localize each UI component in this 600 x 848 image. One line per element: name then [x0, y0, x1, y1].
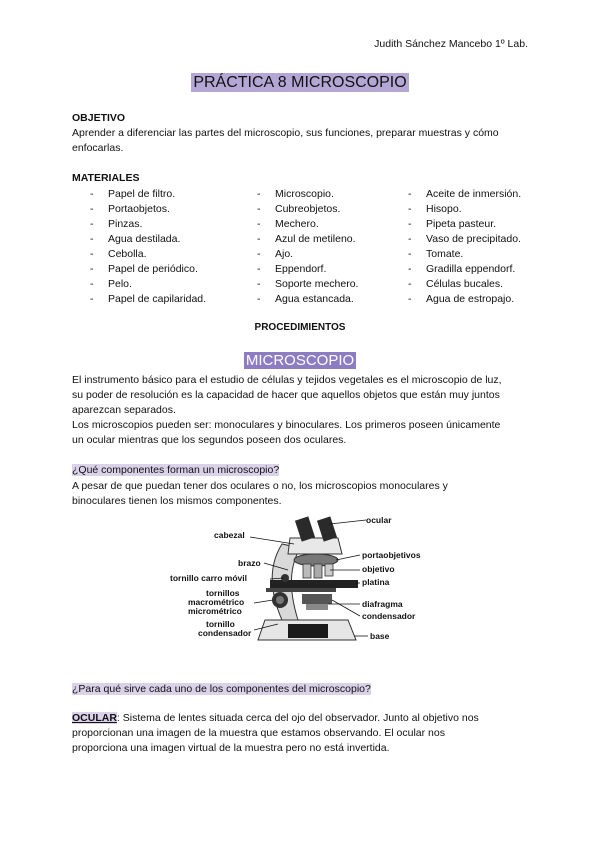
question-1: ¿Qué componentes forman un microscopio?	[72, 464, 280, 476]
list-dash: -	[90, 188, 94, 200]
page-title: PRÁCTICA 8 MICROSCOPIO	[193, 74, 407, 91]
label-condensador-left: condensador	[198, 628, 252, 638]
objective-shape	[303, 564, 311, 578]
intro-line: El instrumento básico para el estudio de células y tejidos vegetales es el microscopio de luz,	[72, 374, 502, 386]
material-label: Papel de periódico.	[108, 263, 198, 275]
objective-shape	[314, 564, 322, 578]
material-label: Ajo.	[275, 248, 294, 260]
objetivo-heading: OBJETIVO	[72, 112, 126, 124]
material-item	[90, 232, 206, 247]
list-dash: -	[257, 263, 261, 275]
list-dash: -	[257, 218, 261, 230]
list-dash: -	[90, 248, 94, 260]
objetivo-line-1: Aprender a diferenciar las partes del microscopio, sus funciones, preparar muestras y cómo	[72, 127, 499, 139]
list-dash: -	[90, 263, 94, 275]
material-label: Agua destilada.	[108, 233, 181, 245]
material-item	[90, 217, 206, 232]
list-dash: -	[408, 188, 412, 200]
label-base: base	[370, 631, 390, 641]
material-item	[90, 187, 206, 202]
materiales-heading: MATERIALES	[72, 172, 140, 184]
material-label: Cebolla.	[108, 248, 147, 260]
material-item	[408, 247, 521, 262]
material-item	[257, 202, 358, 217]
label-tornillo-carro: tornillo carro móvil	[170, 573, 247, 583]
ocular-term: OCULAR	[72, 712, 117, 724]
material-label: Pinzas.	[108, 218, 143, 230]
list-dash: -	[90, 278, 94, 290]
material-item	[90, 247, 206, 262]
label-brazo: brazo	[238, 558, 261, 568]
list-dash: -	[408, 203, 412, 215]
list-dash: -	[257, 188, 261, 200]
material-label: Mechero.	[275, 218, 319, 230]
ocular-line-1: : Sistema de lentes situada cerca del ojo del observador. Junto al objetivo nos	[116, 712, 479, 724]
label-diafragma: diafragma	[362, 599, 403, 609]
material-label: Pipeta pasteur.	[426, 218, 497, 230]
material-item	[90, 262, 206, 277]
list-dash: -	[408, 233, 412, 245]
material-item	[408, 292, 521, 307]
material-item	[257, 292, 358, 307]
list-dash: -	[257, 248, 261, 260]
list-dash: -	[90, 293, 94, 305]
answer-line: A pesar de que puedan tener dos oculares o no, los microscopios monoculares y	[72, 480, 448, 492]
diaphragm-shape	[306, 604, 328, 610]
stage-support	[266, 588, 336, 592]
list-dash: -	[257, 233, 261, 245]
material-item	[408, 277, 521, 292]
intro-line: Los microscopios pueden ser: monoculares y binoculares. Los primeros poseen únicamente	[72, 419, 501, 431]
list-dash: -	[257, 278, 261, 290]
materiales-col-1	[90, 187, 206, 307]
label-objetivo: objetivo	[362, 564, 395, 574]
intro-line: un ocular mientras que los segundos poseen dos oculares.	[72, 434, 347, 446]
material-label: Cubreobjetos.	[275, 203, 341, 215]
intro-line: aparezcan separados.	[72, 404, 176, 416]
label-ocular: ocular	[366, 515, 392, 525]
material-label: Portaobjetos.	[108, 203, 170, 215]
list-dash: -	[90, 203, 94, 215]
list-dash: -	[408, 293, 412, 305]
material-label: Tomate.	[426, 248, 464, 260]
label-tornillos: tornillos	[206, 588, 240, 598]
objetivo-line-2: enfocarlas.	[72, 142, 124, 154]
label-tornillo: tornillo	[206, 619, 235, 629]
material-label: Azul de metileno.	[275, 233, 356, 245]
microscope-figure	[170, 508, 430, 648]
procedimientos-heading: PROCEDIMIENTOS	[254, 322, 346, 333]
list-dash: -	[257, 203, 261, 215]
materiales-col-3	[408, 187, 521, 307]
material-label: Aceite de inmersión.	[426, 188, 522, 200]
material-item	[408, 202, 521, 217]
material-item	[257, 217, 358, 232]
material-label: Microscopio.	[275, 188, 334, 200]
materiales-col-2	[257, 187, 358, 307]
list-dash: -	[408, 218, 412, 230]
material-item	[408, 262, 521, 277]
list-dash: -	[90, 218, 94, 230]
material-label: Soporte mechero.	[275, 278, 359, 290]
material-label: Hisopo.	[426, 203, 462, 215]
condenser-shape	[302, 594, 332, 604]
list-dash: -	[90, 233, 94, 245]
material-item	[257, 232, 358, 247]
answer-line: binoculares tienen los mismos componentes.	[72, 495, 282, 507]
list-dash: -	[408, 248, 412, 260]
material-item	[257, 247, 358, 262]
material-item	[408, 187, 521, 202]
label-platina: platina	[362, 577, 390, 587]
material-item	[408, 232, 521, 247]
intro-paragraph	[72, 373, 542, 448]
material-item	[257, 187, 358, 202]
head-shape	[288, 538, 342, 554]
material-label: Eppendorf.	[275, 263, 327, 275]
material-label: Agua estancada.	[275, 293, 354, 305]
label-micrometrico: micrométrico	[188, 606, 242, 616]
material-label: Gradilla eppendorf.	[426, 263, 516, 275]
material-item	[90, 292, 206, 307]
ocular-paragraph	[72, 711, 479, 756]
material-label: Papel de filtro.	[108, 188, 176, 200]
material-item	[257, 277, 358, 292]
section-title: MICROSCOPIO	[245, 352, 355, 369]
label-cabezal: cabezal	[214, 530, 245, 540]
material-label: Vaso de precipitado.	[426, 233, 521, 245]
list-dash: -	[408, 278, 412, 290]
list-dash: -	[257, 293, 261, 305]
material-item	[90, 277, 206, 292]
base-knob-block	[288, 624, 328, 638]
material-label: Papel de capilaridad.	[108, 293, 207, 305]
ocular-line-3: proporciona una imagen virtual de la muestra pero no está invertida.	[72, 742, 390, 754]
material-item	[257, 262, 358, 277]
material-item	[408, 217, 521, 232]
author-label: Judith Sánchez Mancebo 1º Lab.	[374, 38, 528, 50]
material-label: Agua de estropajo.	[426, 293, 515, 305]
label-macrometrico: macrométrico	[188, 597, 245, 607]
label-portaobjetivos: portaobjetivos	[362, 550, 421, 560]
ocular-line-2: proporcionan una imagen de la muestra que estamos observando. El ocular nos	[72, 727, 445, 739]
intro-line: su poder de resolución es la capacidad de hacer que aquellos objetos que están muy juntos	[72, 389, 500, 401]
label-condensador-right: condensador	[362, 611, 416, 621]
material-item	[90, 202, 206, 217]
answer-1	[72, 479, 448, 509]
fine-knob-shape	[276, 596, 284, 604]
material-label: Células bucales.	[426, 278, 504, 290]
list-dash: -	[408, 263, 412, 275]
material-label: Pelo.	[108, 278, 132, 290]
question-2: ¿Para qué sirve cada uno de los componentes del microscopio?	[72, 683, 371, 695]
